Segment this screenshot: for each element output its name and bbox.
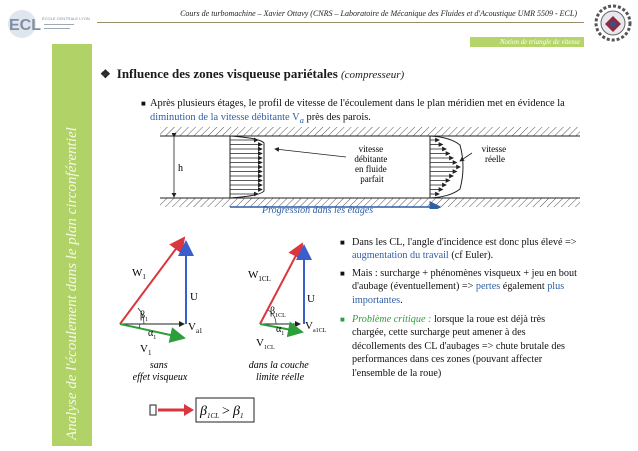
- triangle-boundary-layer: [248, 244, 327, 351]
- va1-label: $V_{a1}$: [188, 321, 203, 335]
- velocity-triangles-figure: [110, 228, 340, 388]
- h-label: h: [178, 163, 183, 174]
- slide-title: [100, 66, 404, 82]
- bullet-text: Dans les CL, l'angle d'incidence est donc plus élevé =>: [352, 237, 577, 248]
- square-bullet-icon: ■: [340, 315, 345, 325]
- beta1-label: $\beta_1$: [140, 310, 149, 323]
- caption-boundary-layer: dans la couche limite réelle: [248, 360, 309, 383]
- ecl-logo: [4, 6, 94, 46]
- sidebar-title: Analyse de l'écoulement dans le plan circonférentiel: [64, 127, 80, 440]
- result-arrow-icon: [184, 404, 194, 416]
- triangle-ideal: [120, 238, 203, 357]
- w1-vector: [120, 238, 184, 324]
- header-tag-label: Notion de triangle de vitesse: [499, 38, 580, 46]
- top-wall: [160, 127, 580, 136]
- velocity-profile-figure: [160, 127, 580, 209]
- alpha1-label-cl: $\alpha_1$: [276, 324, 285, 337]
- result-text: $\beta_{1CL} > \beta_1$: [200, 404, 244, 420]
- caption-ideal: sans effet visqueux: [132, 360, 188, 383]
- bullet-text-mid: également: [500, 281, 548, 293]
- list-item: [340, 313, 580, 380]
- bullet-text-end: .: [400, 294, 403, 306]
- bullet-highlight: pertes: [475, 281, 501, 293]
- list-item: [340, 236, 580, 263]
- bullet-highlight-2: plus importantes: [352, 281, 565, 306]
- real-profile: [430, 136, 463, 198]
- bullet-text: Mais : surcharge + phénomènes visqueux + jeu en bout d'aubage (éventuellement) =>: [352, 267, 577, 293]
- w1cl-label: $W_{1CL}$: [248, 269, 271, 283]
- intro-sub: a: [299, 115, 304, 126]
- svg-text:vitesse débitante: vitesse débitante en fluide parfait: [354, 144, 388, 184]
- u-label: U: [190, 291, 198, 303]
- w1cl-vector: [260, 244, 302, 324]
- logo-caption: ÉCOLE CENTRALE LYON: [42, 16, 90, 21]
- alpha1-label: $\alpha_1$: [148, 328, 157, 341]
- list-item: [340, 267, 580, 307]
- logo-letters: ECL: [9, 17, 41, 34]
- result-formula: [148, 396, 258, 426]
- ideal-profile: [230, 136, 264, 198]
- intro-paragraph: [141, 97, 570, 127]
- w1-label: $W_1$: [132, 267, 146, 281]
- label-ideal-velocity: [275, 144, 390, 184]
- diamond-bullet-icon: ❖: [100, 67, 111, 81]
- svg-text:vitesse réelle: vitesse réelle: [481, 144, 507, 164]
- bullet-text-end: (cf Euler).: [448, 250, 494, 262]
- bullet-list: [340, 236, 580, 384]
- intro-part1: Après plusieurs étages, le profil de vitesse de l'écoulement dans le plan méridien met en évidence la: [150, 98, 565, 109]
- seal-logo: [594, 4, 632, 42]
- u-label-cl: U: [307, 293, 315, 305]
- va1cl-label: $V_{a1CL}$: [305, 320, 327, 334]
- square-bullet-icon: ■: [340, 238, 345, 247]
- bullet-highlight: augmentation du travail: [352, 250, 449, 262]
- bullet-text: lorsque la roue est déjà très chargée, cette surcharge peut amener à des décollements des CL d'aubages => chute brutale des performances dans ces zones (pouvant affecter l'ensemble de la roue): [352, 314, 565, 379]
- label-real-velocity: [460, 144, 508, 164]
- header-tag: [470, 37, 584, 47]
- header-text: Cours de turbomachine – Xavier Ottavy (CNRS – Laboratoire de Mécanique des Fluides et d'Acoustique UMR 5509 - ECL): [180, 9, 577, 18]
- v1cl-label: $V_{1CL}$: [256, 337, 275, 351]
- square-bullet-icon: ■: [141, 99, 146, 108]
- beta1cl-label: $\beta_{1CL}$: [270, 306, 286, 319]
- title-main: Influence des zones visqueuse pariétales: [116, 66, 338, 81]
- header-divider: [97, 22, 584, 23]
- critical-label: Problème critique :: [352, 314, 432, 326]
- title-sub: (compresseur): [341, 69, 405, 81]
- intro-highlight: diminution de la vitesse débitante V: [150, 112, 300, 123]
- progression-caption: Progression dans les étages: [262, 205, 374, 216]
- square-bullet-icon: ■: [340, 268, 345, 278]
- intro-part2: près des parois.: [303, 112, 371, 123]
- v1-label: $V_1$: [140, 343, 152, 357]
